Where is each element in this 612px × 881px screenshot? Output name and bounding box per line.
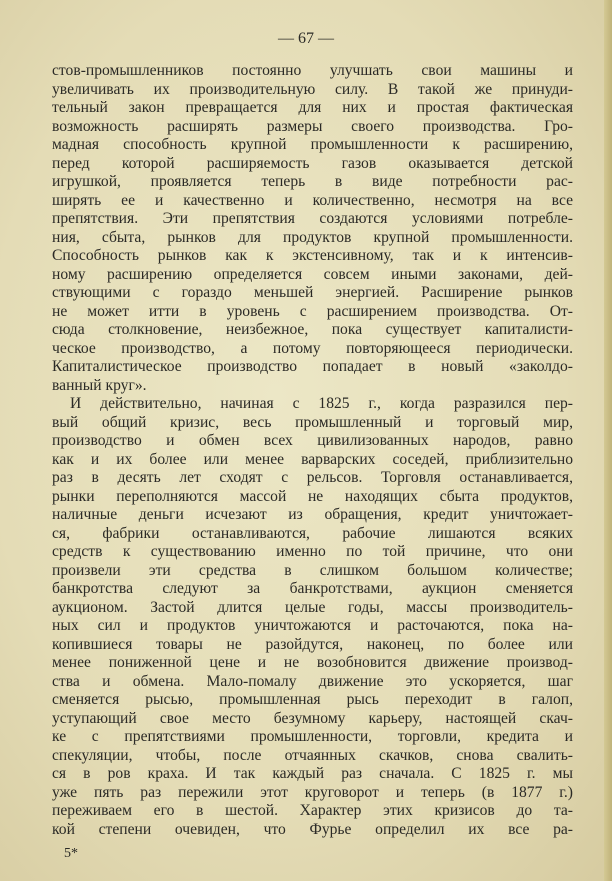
text-line: производство и обмен всех цивилизованных народов, равно xyxy=(52,432,573,449)
text-line: наличные деньги исчезают из обращения, кредит уничтожает- xyxy=(52,506,573,523)
text-line: спекуляции, чтобы, после отчаянных скачков, снова свалить- xyxy=(52,746,573,764)
signature-mark: 5* xyxy=(64,846,78,861)
text-line: не может итти в уровень с расширением производства. От- xyxy=(52,302,573,320)
text-line: мадная способность крупной промышленности к расширению, xyxy=(52,136,573,153)
text-line: перед которой расширяемость газов оказывается детской xyxy=(52,154,573,172)
page-edge xyxy=(604,0,612,881)
text-line: ся, фабрики останавливаются, рабочие лишаются всяких xyxy=(52,524,573,542)
text-line: возможность расширять размеры своего производства. Гро- xyxy=(52,117,573,135)
text-line: ческое производство, а потому повторяющееся периодически. xyxy=(52,339,573,357)
text-line: уже пять раз пережили этот круговорот и теперь (в 1877 г.) xyxy=(52,783,573,801)
text-line: ния, сбыта, рынков для продуктов крупной промышленности. xyxy=(52,228,573,246)
text-line: ствующими с гораздо меньшей энергией. Расширение рынков xyxy=(52,284,573,301)
text-line: И действительно, начиная с 1825 г., когда разразился пер- xyxy=(70,395,573,412)
text-line: вый общий кризис, весь промышленный и торговый мир, xyxy=(52,413,573,431)
text-line: ванный круг». xyxy=(52,376,147,394)
text-line: стов-промышленников постоянно улучшать свои машины и xyxy=(52,62,573,79)
text-line: сюда столкновение, неизбежное, пока существует капиталисти- xyxy=(52,321,573,338)
text-line: переживаем его в шестой. Характер этих кризисов до та- xyxy=(52,802,573,819)
text-line: кой степени очевиден, что Фурье определил их все ра- xyxy=(52,820,573,838)
text-line: копившиеся товары не разойдутся, наконец, по более или xyxy=(52,635,573,653)
page-number: — 67 — xyxy=(278,30,334,47)
text-line: менее пониженной цене и не возобновится движение производ- xyxy=(52,654,573,671)
text-line: произвели эти средства в слишком большом количестве; xyxy=(52,561,573,579)
text-line: ства и обмена. Мало-помалу движение это ускоряется, шаг xyxy=(52,672,573,690)
text-line: сменяется рысью, промышленная рысь переходит в галоп, xyxy=(52,691,573,708)
text-line: раз в десять лет сходят с рельсов. Торговля останавливается, xyxy=(52,469,573,486)
text-line: препятствия. Эти препятствия создаются условиями потребле- xyxy=(52,210,573,227)
text-line: ширять ее и качественно и количественно, несмотря на все xyxy=(52,191,573,209)
text-line: игрушкой, проявляется теперь в виде потребности рас- xyxy=(52,173,573,190)
text-line: увеличивать их производительную силу. В такой же принуди- xyxy=(52,80,573,98)
text-line: как и их более или менее варварских соседей, приблизительно xyxy=(52,450,573,468)
text-line: банкротства следуют за банкротствами, аукцион сменяется xyxy=(52,580,573,597)
text-line: Капиталистическое производство попадает в новый «заколдо- xyxy=(52,358,573,375)
text-line: ных сил и продуктов уничтожаются и расточаются, пока на- xyxy=(52,617,573,634)
text-line: ке с препятствиями промышленности, торговли, кредита и xyxy=(52,728,573,745)
text-line: аукционом. Застой длится целые годы, массы производитель- xyxy=(52,598,573,616)
text-line: рынки переполняются массой не находящих сбыта продуктов, xyxy=(52,487,573,505)
text-line: ному расширению определяется совсем иными законами, дей- xyxy=(52,265,573,283)
text-line: средств к существованию именно по той причине, что они xyxy=(52,543,573,560)
text-line: тельный закон превращается для них и простая фактическая xyxy=(52,99,573,116)
text-line: уступающий свое место безумному карьеру, настоящей скач- xyxy=(52,709,573,727)
text-line: Способность рынков как к экстенсивному, так и к интенсив- xyxy=(52,247,573,264)
text-line: ся в ров краха. И так каждый раз сначала. С 1825 г. мы xyxy=(52,765,573,782)
body-text xyxy=(52,62,573,839)
